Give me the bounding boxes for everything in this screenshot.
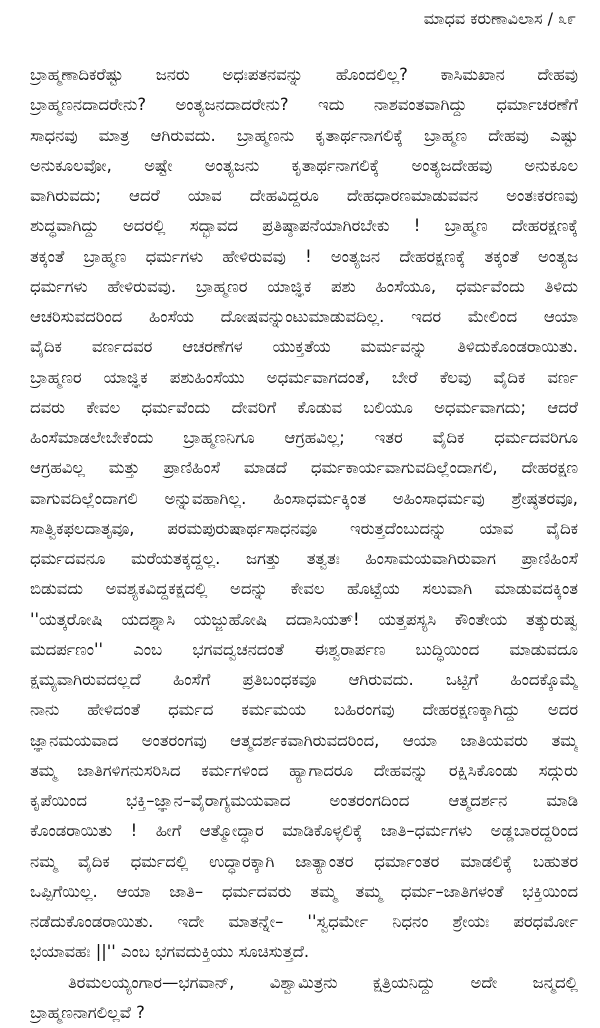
text-line: ಬ್ರಾಹ್ಮಣನದಾದರೇನು? ಅಂತ್ಯಜನದಾದರೇನು? ಇದು ನಾಶವಂತವಾಗಿದ್ದು ಧರ್ಮಾಚರಣೆಗೆ [30, 90, 578, 120]
body-text [30, 60, 578, 1028]
text-line: ನಮ್ಮ ವೈದಿಕ ಧರ್ಮದಲ್ಲಿ ಉದ್ಧಾರಕ್ಕಾಗಿ ಜಾತ್ಯಾಂತರ ಧರ್ಮಾಂತರ ಮಾಡಲಿಕ್ಕೆ ಬಹುತರ [30, 847, 578, 877]
text-line: ''ಯತ್ಕರೋಷಿ ಯದಶ್ನಾಸಿ ಯಜ್ಜುಹೋಷಿ ದದಾಸಿಯತ್! ಯತ್ತಪಸ್ಯಸಿ ಕೌಂತೇಯ ತತ್ಕುರುಷ್ವ [30, 605, 578, 635]
text-line: ಬಿಡುವದು ಅವಶ್ಯಕವಿದ್ದಕಕ್ಷದಲ್ಲಿ ಅದನ್ನು ಕೇವಲ ಹೊಟ್ಟೆಯ ಸಲುವಾಗಿ ಮಾಡುವದಕ್ಕಿಂತ [30, 574, 578, 604]
text-line: ಕೃಪೆಯಿಂದ ಭಕ್ತಿ–ಜ್ಞಾನ–ವೈರಾಗ್ಯಮಯವಾದ ಅಂತರಂಗದಿಂದ ಆತ್ಮದರ್ಶನ ಮಾಡಿ [30, 786, 578, 816]
text-line: ಮದರ್ಪಣಂ'' ಎಂಬ ಭಗವದ್ವಚನದಂತೆ ಈಶ್ವರಾರ್ಪಣ ಬುದ್ಧಿಯಿಂದ ಮಾಡುವದೂ [30, 635, 578, 665]
text-line: ಭಯಾವಹಃ ||'' ಎಂಬ ಭಗವದುಕ್ತಿಯು ಸೂಚಿಸುತ್ತದೆ. [30, 937, 578, 967]
text-line: ಕ್ಷಮ್ಯವಾಗಿರುವದಲ್ಲದೆ ಹಿಂಸೆಗೆ ಪ್ರತಿಬಂಧಕವೂ ಆಗಿರುವದು. ಒಟ್ಟಿಗೆ ಹಿಂದಕ್ಕೊಮ್ಮೆ [30, 665, 578, 695]
text-line: ಒಪ್ಪಿಗೆಯಿಲ್ಲ. ಆಯಾ ಜಾತಿ– ಧರ್ಮದವರು ತಮ್ಮ ತಮ್ಮ ಧರ್ಮ–ಜಾತಿಗಳಂತೆ ಭಕ್ತಿಯಿಂದ [30, 877, 578, 907]
text-line: ತಮ್ಮ ಜಾತಿಗಳಿಗನುಸರಿಸಿದ ಕರ್ಮಗಳಿಂದ ಹ್ಯಾಗಾದರೂ ದೇಹವನ್ನು ರಕ್ಷಿಸಿಕೊಂಡು ಸದ್ಗುರು [30, 756, 578, 786]
text-line: ಬ್ರಾಹ್ಮಣನಾಗಲಿಲ್ಲವೆ ? [30, 998, 578, 1028]
text-line: ಸಾತ್ವಿಕಫಲದಾತೃವೂ, ಪರಮಪುರುಷಾರ್ಥಸಾಧನವೂ ಇರುತ್ತದೆಂಬುದನ್ನು ಯಾವ ವೈದಿಕ [30, 514, 578, 544]
text-line: ವಾಗುವದಿಲ್ಲೆಂದಾಗಲಿ ಅನ್ನುವಹಾಗಿಲ್ಲ. ಹಿಂಸಾಧರ್ಮಕ್ಕಿಂತ ಅಹಿಂಸಾಧರ್ಮವು ಶ್ರೇಷ್ಠತರವೂ, [30, 484, 578, 514]
text-line: ವೈದಿಕ ವರ್ಣದವರ ಆಚರಣೆಗಳ ಯುಕ್ತತೆಯ ಮರ್ಮವನ್ನು ತಿಳಿದುಕೊಂಡರಾಯಿತು. [30, 332, 578, 362]
text-line: ಧರ್ಮಗಳು ಹೇಳಿರುವವು. ಬ್ರಾಹ್ಮಣರ ಯಾಜ್ಞಿಕ ಪಶು ಹಿಂಸೆಯೂ, ಧರ್ಮವೆಂದು ತಿಳಿದು [30, 272, 578, 302]
text-line: ತಕ್ಕಂತೆ ಬ್ರಾಹ್ಮಣ ಧರ್ಮಗಳು ಹೇಳಿರುವವು ! ಅಂತ್ಯಜನ ದೇಹರಕ್ಷಣಕ್ಕೆ ತಕ್ಕಂತೆ ಅಂತ್ಯಜ [30, 242, 578, 272]
text-line: ಜ್ಞಾನಮಯವಾದ ಅಂತರಂಗವು ಆತ್ಮದರ್ಶಕವಾಗಿರುವದರಿಂದ, ಆಯಾ ಜಾತಿಯವರು ತಮ್ಮ [30, 726, 578, 756]
text-line: ತಿರಮಲಯ್ಯಂಗಾರ—ಭಗವಾನ್, ವಿಶ್ವಾಮಿತ್ರನು ಕ್ಷತ್ರಿಯನಿದ್ದು ಅದೇ ಜನ್ಮದಲ್ಲಿ [30, 968, 578, 998]
text-line: ಅನುಕೂಲವೋ, ಅಷ್ಟೇ ಅಂತ್ಯಜನು ಕೃತಾರ್ಥನಾಗಲಿಕ್ಕೆ ಅಂತ್ಯಜದೇಹವು ಅನುಕೂಲ [30, 151, 578, 181]
text-line: ಆಚರಿಸುವದರಿಂದ ಹಿಂಸೆಯ ದೋಷವನ್ನುಂಟುಮಾಡುವದಿಲ್ಲ. ಇದರ ಮೇಲಿಂದ ಆಯಾ [30, 302, 578, 332]
text-line: ಧರ್ಮದವನೂ ಮರೆಯತಕ್ಕದ್ದಲ್ಲ. ಜಗತ್ತು ತತ್ವತಃ ಹಿಂಸಾಮಯವಾಗಿರುವಾಗ ಪ್ರಾಣಿಹಿಂಸೆ [30, 544, 578, 574]
text-line: ಶುದ್ಧವಾಗಿದ್ದು ಅದರಲ್ಲಿ ಸದ್ಭಾವದ ಪ್ರತಿಷ್ಠಾಪನೆಯಾಗಿರಬೇಕು ! ಬ್ರಾಹ್ಮಣ ದೇಹರಕ್ಷಣಕ್ಕೆ [30, 211, 578, 241]
text-line: ಹಿಂಸೆಮಾಡಲೇಬೇಕೆಂದು ಬ್ರಾಹ್ಮಣನಿಗೂ ಆಗ್ರಹವಿಲ್ಲ; ಇತರ ವೈದಿಕ ಧರ್ಮದವರಿಗೂ [30, 423, 578, 453]
paragraph-2 [30, 968, 578, 1028]
text-line: ಕೊಂಡರಾಯಿತು ! ಹೀಗೆ ಆತ್ಮೋದ್ಧಾರ ಮಾಡಿಕೊಳ್ಳಲಿಕ್ಕೆ ಜಾತಿ–ಧರ್ಮಗಳು ಅಡ್ಡಬಾರದ್ದರಿಂದ [30, 816, 578, 846]
paragraph-1 [30, 60, 578, 968]
text-line: ನಡೆದುಕೊಂಡರಾಯಿತು. ಇದೇ ಮಾತನ್ನೇ– ''ಸ್ವಧರ್ಮೇ ನಿಧನಂ ಶ್ರೇಯಃ ಪರಧರ್ಮೋ [30, 907, 578, 937]
text-line: ನಾನು ಹೇಳಿದಂತೆ ಧರ್ಮದ ಕರ್ಮಮಯ ಬಹಿರಂಗವು ದೇಹರಕ್ಷಣಕ್ಕಾಗಿದ್ದು ಅದರ [30, 695, 578, 725]
text-line: ಆಗ್ರಹವಿಲ್ಲ ಮತ್ತು ಪ್ರಾಣಿಹಿಂಸೆ ಮಾಡದೆ ಧರ್ಮಕಾರ್ಯವಾಗುವದಿಲ್ಲೆಂದಾಗಲಿ, ದೇಹರಕ್ಷಣ [30, 453, 578, 483]
running-header: ಮಾಧವ ಕರುಣಾವಿಲಾಸ / ೩೯ [424, 8, 576, 30]
text-line: ವಾಗಿರುವದು; ಆದರೆ ಯಾವ ದೇಹವಿದ್ದರೂ ದೇಹಧಾರಣಮಾಡುವವನ ಅಂತಃಕರಣವು [30, 181, 578, 211]
text-line: ಸಾಧನವು ಮಾತ್ರ ಆಗಿರುವದು. ಬ್ರಾಹ್ಮಣನು ಕೃತಾರ್ಥನಾಗಲಿಕ್ಕೆ ಬ್ರಾಹ್ಮಣ ದೇಹವು ಎಷ್ಟು [30, 121, 578, 151]
text-line: ಬ್ರಾಹ್ಮಣರ ಯಾಜ್ಞಿಕ ಪಶುಹಿಂಸೆಯು ಅಧರ್ಮವಾಗದಂತೆ, ಬೇರೆ ಕೆಲವು ವೈದಿಕ ವರ್ಣ [30, 363, 578, 393]
text-line: ದವರು ಕೇವಲ ಧರ್ಮವೆಂದು ದೇವರಿಗೆ ಕೊಡುವ ಬಲಿಯೂ ಅಧರ್ಮವಾಗದು; ಆದರೆ [30, 393, 578, 423]
text-line: ಬ್ರಾಹ್ಮಣಾದಿಕರೆಷ್ಟು ಜನರು ಅಧಃಪತನವನ್ನು ಹೊಂದಲಿಲ್ಲ? ಕಾಸಿಮಖಾನ ದೇಹವು [30, 60, 578, 90]
